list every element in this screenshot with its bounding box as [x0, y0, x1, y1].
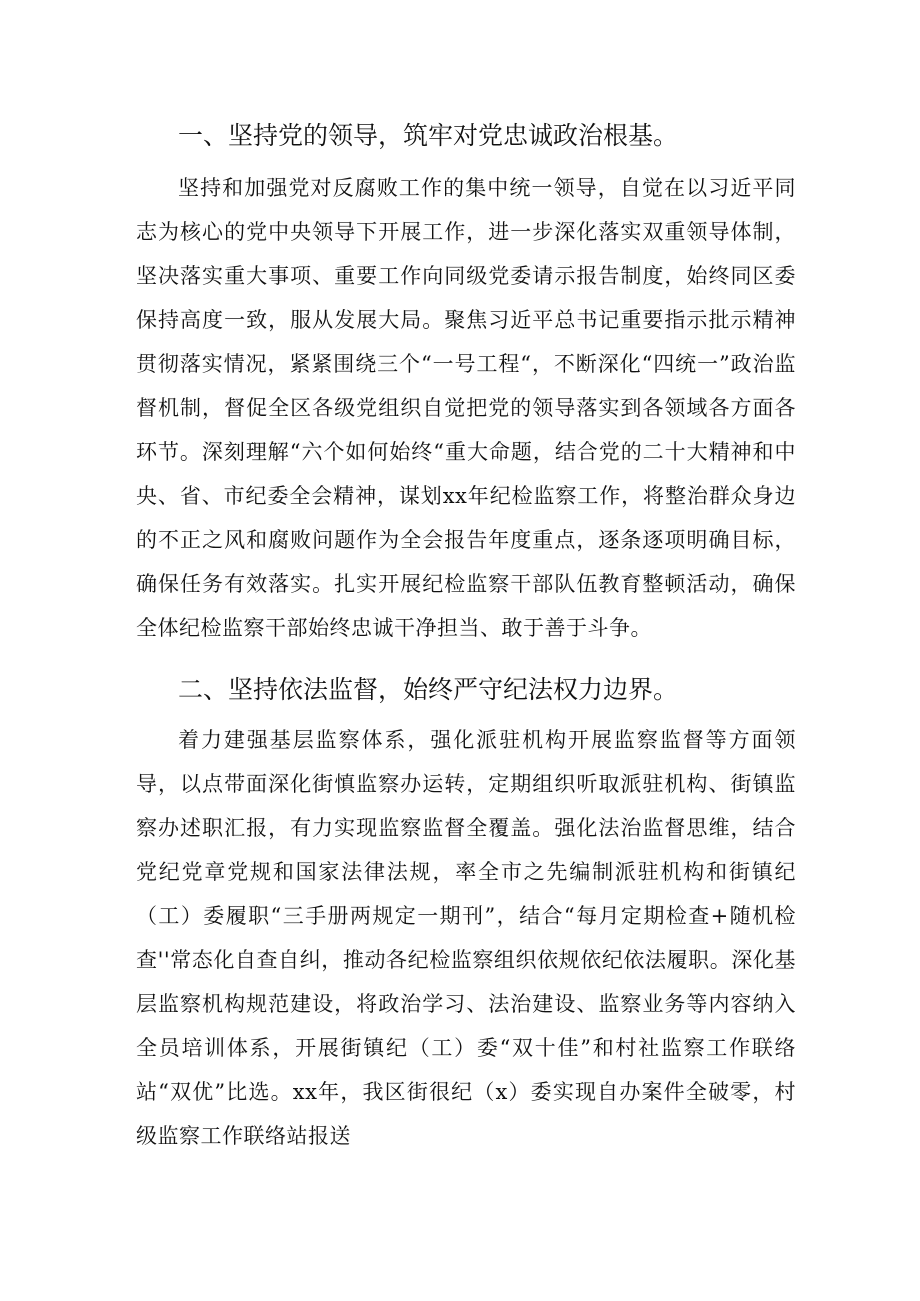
section-2-paragraph: 着力建强基层监察体系，强化派驻机构开展监察监督等方面领导，以点带面深化街慎监察办运转，定期组织听取派驻机构、街镇监察办述职汇报，有力实现监察监督全覆盖。强化法治监督思维，结合党纪党章党规和国家法律法规，率全市之先编制派驻机构和街镇纪（工）委履职“三手册两规定一期刊”，结合“每月定期检查+随机检查''常态化自查自纠，推动各纪检监察组织依规依纪依法履职。深化基层监察机构规范建设，将政治学习、法治建设、监察业务等内容纳入全员培训体系，开展街镇纪（工）委“双十佳”和村社监察工作联络站“双优”比选。xx年，我区街很纪（x）委实现自办案件全破零，村级监察工作联络站报送: [136, 728, 796, 1148]
section-1-heading: 一、坚持党的领导，筑牢对党忠诚政治根基。: [178, 121, 679, 150]
section-2-heading: 二、坚持依法监督，始终严守纪法权力边界。: [178, 675, 679, 704]
section-1-paragraph: 坚持和加强党对反腐败工作的集中统一领导，自觉在以习近平同志为核心的党中央领导下开展工作，进一步深化落实双重领导体制，坚决落实重大事项、重要工作向同级党委请示报告制度，始终同区委保持高度一致，服从发展大局。聚焦习近平总书记重要指示批示精神贯彻落实情况，紧紧围绕三个“一号工程“，不断深化“四统一”政治监督机制，督促全区各级党组织自觉把党的领导落实到各领域各方面各环节。深刻理解“六个如何始终“重大命题，结合党的二十大精神和中央、省、市纪委全会精神，谋划xx年纪检监察工作，将整治群众身边的不正之风和腐败问题作为全会报告年度重点，逐条逐项明确目标，确保任务有效落实。扎实开展纪检监察干部队伍教育整顿活动，确保全体纪检监察干部始终忠诚干净担当、敢于善于斗争。: [136, 176, 796, 640]
